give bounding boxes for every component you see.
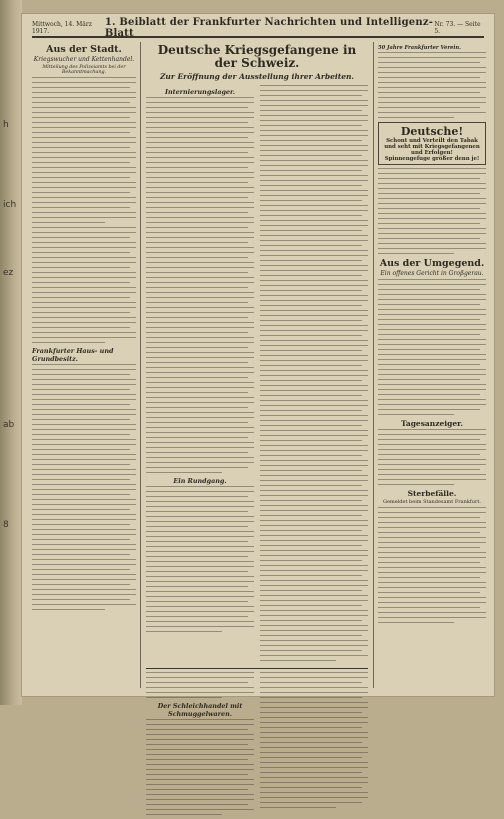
column-local-news — [32, 42, 136, 690]
listing-heading: Sterbefälle. — [407, 489, 457, 498]
section-heading: Aus der Umgegend. — [379, 258, 485, 269]
article-subtitle: Zur Eröffnung der Ausstellung ihrer Arbeiten. — [159, 72, 355, 81]
article-text — [378, 168, 486, 254]
article-text — [146, 672, 254, 698]
article-title: Deutsche Kriegsgefangene in der Schweiz. — [157, 43, 357, 70]
article-section: Der Schleichhandel mit Schmuggelwaren. — [157, 702, 243, 718]
article-text — [146, 97, 254, 473]
section-heading: Aus der Stadt. — [46, 44, 122, 55]
listing-text — [378, 507, 486, 623]
listing-heading: Tagesanzeiger. — [400, 419, 464, 428]
newspaper-title: 1. Beiblatt der Frankfurter Nachrichten und Intelligenz-Blatt — [104, 17, 434, 39]
edge-mark: h — [3, 120, 9, 130]
page-edge — [0, 0, 22, 705]
article-text — [378, 279, 486, 415]
article-text — [32, 364, 136, 610]
article-text — [32, 227, 136, 343]
edge-mark: 8 — [3, 520, 9, 530]
listing-subheading: Gemeldet beim Standesamt Frankfurt. — [383, 499, 481, 505]
appeal-text: Spinnengefuge größer denn je! — [384, 156, 480, 162]
edge-mark: ab — [3, 420, 15, 430]
section-subheading: Kriegswucher und Kettenhandel. — [33, 56, 135, 63]
article-section: Ein Rundgang. — [173, 477, 227, 485]
newspaper-page — [22, 14, 494, 718]
section-separator — [146, 668, 368, 669]
article-text — [32, 77, 136, 223]
appeal-box — [378, 122, 486, 165]
article-text — [260, 672, 368, 808]
column-rule — [373, 42, 374, 688]
section-subheading: Ein offenes Gericht in Großgerau. — [380, 270, 484, 277]
masthead — [32, 17, 484, 39]
edge-mark: ez — [3, 268, 14, 278]
article-section: Internierungslager. — [165, 88, 235, 96]
column-rule — [140, 42, 141, 688]
article-text — [146, 486, 254, 632]
section-kicker: Mitteilung des Polizeiamts bei der Bekanntmachung. — [42, 65, 126, 75]
main-article — [146, 42, 368, 718]
article-text — [146, 719, 254, 815]
column-region — [378, 42, 486, 690]
appeal-text: Schont und Verteilt den Tabak und seht mit Kriegsgefangenen und Erfolgen! — [384, 138, 480, 156]
listing-text — [378, 429, 486, 485]
issue-date: Mittwoch, 14. März 1917. — [32, 21, 92, 35]
edge-mark: ich — [3, 200, 17, 210]
article-text — [260, 85, 368, 661]
article-heading: Frankfurter Haus- und Grundbesitz. — [32, 347, 114, 363]
appeal-heading: Deutsche! — [400, 125, 464, 138]
notice-heading: 50 Jahre Frankfurter Verein. — [378, 45, 461, 51]
issue-number: Nr. 73. — Seite 5. — [434, 21, 481, 35]
article-text — [378, 52, 486, 118]
